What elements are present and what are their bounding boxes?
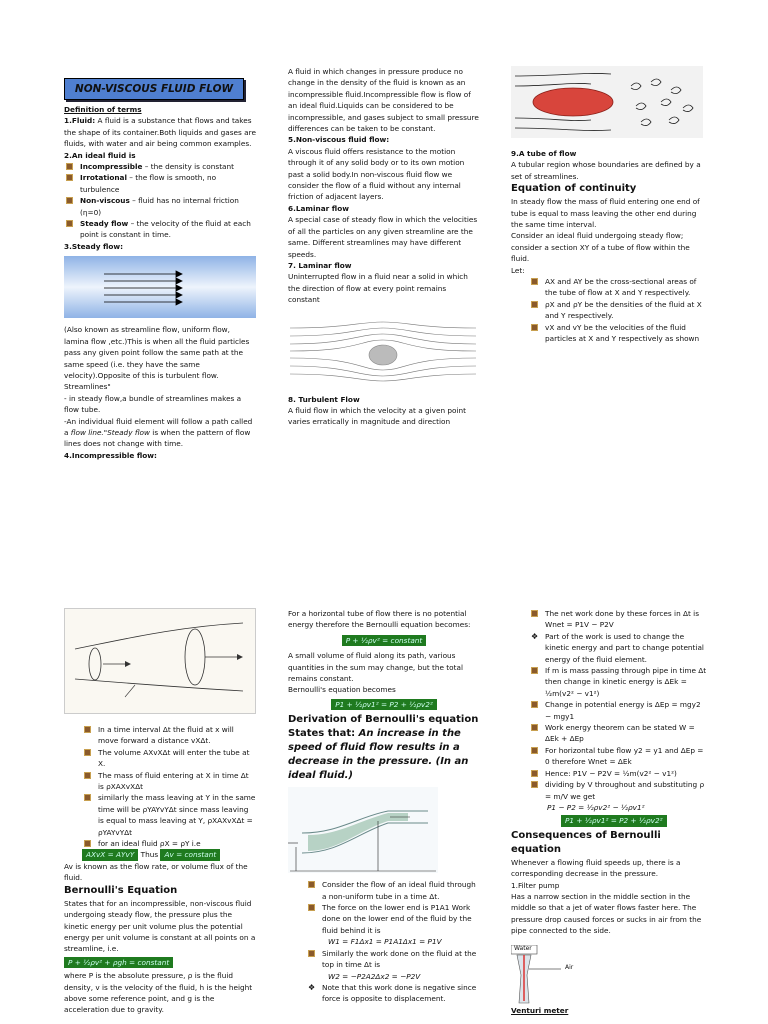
- turbulent-flow-label: 8. Turbulent Flow: [288, 394, 360, 404]
- consequences-heading: Consequences of Bernoulli equation: [511, 829, 661, 855]
- pressure-difference-equation: P1 − P2 = ½ρv2² − ½ρv1²: [547, 802, 645, 812]
- bullet-icon: [531, 747, 538, 754]
- steady-flow-text: (Also known as streamline flow, uniform flow, lamina flow ,etc.)This is when all the fluid particles pass any given point follow the same path at the same speed (i.e. they have the same velocity).Opposite of this is turbulent flow. Streamlines": [64, 325, 250, 392]
- ideal-fluid-label: 2.An ideal fluid is: [64, 150, 136, 160]
- laminar-flow-figure: [288, 320, 478, 384]
- column-3: [511, 66, 703, 345]
- list-item: for an ideal fluid ρX = ρY i.e: [82, 838, 256, 849]
- laminar-flow-2-label: 7. Laminar flow: [288, 260, 352, 270]
- bullet-icon: [84, 794, 91, 801]
- bullet-icon: [531, 724, 538, 731]
- laminar-flow-text: A special case of steady flow in which the velocities of all the particles on any given streamline are the same. Different streamlines may have different speeds.: [288, 215, 478, 259]
- filter-pump-text: Has a narrow section in the middle section in the middle so that a jet of water flows faster here. The pressure drop caused forces or sucks in air from the pipe connected to the side.: [511, 891, 702, 936]
- bullet-icon: [531, 770, 538, 777]
- definitions-heading: Definition of terms: [64, 105, 142, 114]
- diamond-bullet-icon: ❖: [308, 982, 316, 992]
- bullet-icon: [66, 220, 73, 227]
- continuity-derivation-list: [64, 724, 256, 849]
- column-1: [64, 78, 256, 461]
- tube-of-flow-text: A tubular region whose boundaries are defined by a set of streamlines.: [511, 160, 701, 181]
- filter-pump-label: 1.Filter pump: [511, 880, 560, 890]
- bernoulli-equation-line: [64, 957, 256, 968]
- column-5: [288, 608, 480, 1005]
- bernoulli-two-point-line: [288, 699, 480, 710]
- turbulent-flow-text: A fluid flow in which the velocity at a given point varies erratically in magnitude and direction: [288, 405, 467, 427]
- bullet-icon: [531, 781, 538, 788]
- flow-rate-text: Av is known as the flow rate, or volume flux of the fluid.: [64, 861, 248, 883]
- list-item: Work energy theorem can be stated W = ΔEk + ΔEp: [529, 722, 707, 745]
- list-item: The volume AXvXΔt will enter the tube at X.: [82, 747, 256, 770]
- continuity-text: In steady flow the mass of fluid entering one end of tube is equal to mass leaving the other end during the same time interval.: [511, 197, 700, 230]
- list-item: ❖ Part of the work is used to change the kinetic energy and part to change potential energy of the fluid element.: [531, 631, 704, 664]
- continuity-equation: AXvX = AYvY: [82, 849, 138, 860]
- diamond-bullet-icon: ❖: [531, 631, 539, 641]
- steady-flow-note-1: - in steady flow,a bundle of streamlines makes a flow tube.: [64, 393, 242, 415]
- work-equation-1: W1 = F1Δx1 = P1A1Δx1 = P1V: [328, 937, 442, 947]
- bullet-icon: [308, 881, 315, 888]
- derivation-list-2: [288, 948, 480, 971]
- tube-of-flow-label: 9.A tube of flow: [511, 149, 577, 158]
- water-label: Water: [514, 944, 532, 952]
- incompressible-text: A fluid in which changes in pressure produce no change in the density of the fluid is known as an incompressible fluid.Incompressible flow is flow of an ideal fluid.Liquids can be considered to be incompressible, and gases subject to small pressure differences can be taken to be constant.: [288, 67, 479, 134]
- list-item: In a time interval Δt the fluid at x will move forward a distance vXΔt.: [82, 724, 256, 747]
- bullet-icon: [531, 610, 538, 617]
- steady-flow-figure: [64, 256, 256, 318]
- steady-flow-label: 3.Steady flow:: [64, 241, 124, 251]
- page-title: NON-VISCOUS FLUID FLOW: [64, 78, 244, 100]
- bullet-icon: [84, 772, 91, 779]
- bernoulli-becomes: Bernoulli's equation becomes: [288, 685, 396, 695]
- flow-tube-figure: [64, 608, 256, 714]
- continuity-equation-line: AXvX = AYvY Thus Av = constant: [64, 849, 256, 860]
- bullet-icon: [66, 197, 73, 204]
- list-item: Steady flow – the velocity of the fluid at each point is constant in time.: [64, 218, 256, 241]
- list-item: Non-viscous – fluid has no internal friction (η=0): [64, 195, 256, 218]
- continuity-heading: Equation of continuity: [511, 183, 637, 195]
- nonuniform-tube-figure: [288, 787, 438, 873]
- bernoulli-equation: P + ½ρv² + ρgh = constant: [64, 957, 173, 968]
- list-item: For horizontal tube flow y2 = y1 and ΔEp = 0 therefore Wnet = ΔEk: [529, 745, 707, 768]
- final-bernoulli-equation: P1 + ½ρv1² = P2 + ½ρv2²: [561, 815, 667, 826]
- filter-pump-figure: [511, 945, 591, 1005]
- list-item: Change in potential energy is ΔEp = mgy2 − mgy1: [529, 699, 707, 722]
- list-item: The net work done by these forces in Δt is Wnet = P1V − P2V: [529, 608, 707, 631]
- non-viscous-label: 5.Non-viscous fluid flow:: [288, 135, 390, 145]
- incompressible-flow-label: 4.Incompressible flow:: [64, 450, 157, 460]
- bernoulli-text: States that for an incompressible, non-viscous fluid undergoing steady flow, the pressure plus the kinetic energy per unit volume plus the potential energy per unit volume is constant at all points on a streamline, i.e.: [64, 898, 256, 954]
- list-item: AX and AY be the cross-sectional areas of the tube of flow at X and Y respectively.: [529, 276, 703, 299]
- bullet-icon: [531, 324, 538, 331]
- list-item: similarly the mass leaving at Y in the same time will be ρYAYvYΔt since mass leaving is equal to mass leaving at Y, ρXAXvXΔt = ρYAYvYΔt: [82, 792, 256, 838]
- derivation-note: [288, 982, 480, 1005]
- list-item: ρX and ρY be the densities of the fluid at X and Y respectively.: [529, 299, 703, 322]
- bullet-icon: [84, 726, 91, 733]
- steady-flow-note-2: -An individual fluid element will follow a path called a flow line."Steady flow is when the pattern of flow lines does not change with time.: [64, 416, 253, 449]
- small-volume-text: A small volume of fluid along its path, various quantities in the sum may change, but the total remains constant.: [288, 651, 463, 684]
- column-2: [288, 66, 480, 428]
- bullet-icon: [308, 950, 315, 957]
- list-item: dividing by V throughout and substituting ρ = m/V we get: [529, 779, 707, 802]
- laminar-flow-label: 6.Laminar flow: [288, 203, 349, 213]
- energy-list: [511, 608, 707, 802]
- list-item: If m is mass passing through pipe in time Δt then change in kinetic energy is ΔEk = ½m(v2² − v1²): [529, 665, 707, 699]
- bullet-icon: [308, 904, 315, 911]
- derivation-list: [288, 879, 480, 936]
- list-item: vX and vY be the velocities of the fluid particles at X and Y respectively as shown: [529, 322, 703, 345]
- list-item: Similarly the work done on the fluid at the top in time Δt is: [306, 948, 480, 971]
- let-list: [511, 276, 703, 344]
- derivation-statement: States that: An increase in the speed of fluid flow results in a decrease in the pressure. (In an ideal fluid.): [288, 728, 469, 782]
- bullet-icon: [531, 701, 538, 708]
- bullet-icon: [66, 163, 73, 170]
- bullet-icon: [531, 301, 538, 308]
- bullet-icon: [531, 667, 538, 674]
- bullet-icon: [531, 278, 538, 285]
- let-label: Let:: [511, 265, 525, 275]
- column-4: [64, 608, 256, 1016]
- final-equation-line: [511, 815, 707, 826]
- bernoulli-two-point-equation: P1 + ½ρv1² = P2 + ½ρv2²: [331, 699, 437, 710]
- horizontal-equation: P + ½ρv² = constant: [342, 635, 427, 646]
- list-item: Consider the flow of an ideal fluid through a non-uniform tube in a time Δt.: [306, 879, 480, 902]
- venturi-meter-label: Venturi meter: [511, 1005, 569, 1015]
- list-item: Irrotational – the flow is smooth, no turbulence: [64, 172, 256, 195]
- list-item: The force on the lower end is P1A1 Work done on the lower end of the fluid by the fluid behind it is: [306, 902, 480, 936]
- turbulent-flow-figure: [511, 66, 703, 138]
- work-equation-2: W2 = −P2A2Δx2 = −P2V: [328, 971, 421, 981]
- horizontal-equation-line: [288, 635, 480, 646]
- ideal-fluid-list: [64, 161, 256, 241]
- horizontal-tube-text: For a horizontal tube of flow there is no potential energy therefore the Bernoulli equation becomes:: [288, 609, 471, 630]
- list-item: ❖ Note that this work done is negative since force is opposite to displacement.: [308, 982, 477, 1004]
- fluid-definition: 1.Fluid: A fluid is a substance that flows and takes the shape of its container.Both liquids and gases are fluids, with water and air being common examples.: [64, 116, 256, 149]
- laminar-flow-2-text: Uninterrupted flow in a fluid near a solid in which the direction of flow at every point remains constant: [288, 272, 468, 305]
- continuity-text-2: Consider an ideal fluid undergoing steady flow; consider a section XY of a tube of flow within the fluid.: [511, 231, 690, 264]
- bernoulli-where-text: where P is the absolute pressure, ρ is the fluid density, v is the velocity of the fluid, h is the height above some reference point, and g is the acceleration due to gravity.: [64, 971, 253, 1015]
- list-item: Incompressible – the density is constant: [64, 161, 256, 172]
- consequences-text: Whenever a flowing fluid speeds up, there is a corresponding decrease in the pressure.: [511, 857, 681, 879]
- flow-rate-equation: Av = constant: [160, 849, 220, 860]
- column-6: [511, 608, 707, 1016]
- derivation-heading: Derivation of Bernoulli's equation: [288, 714, 479, 726]
- air-label: Air: [565, 963, 574, 971]
- list-item: The mass of fluid entering at X in time Δt is ρXAXvXΔt: [82, 770, 256, 793]
- bullet-icon: [84, 749, 91, 756]
- bernoulli-heading: Bernoulli's Equation: [64, 884, 178, 896]
- bullet-icon: [84, 840, 91, 847]
- list-item: Hence: P1V − P2V = ½m(v2² − v1²): [529, 768, 707, 779]
- bullet-icon: [66, 174, 73, 181]
- non-viscous-text: A viscous fluid offers resistance to the motion through it of any solid body or to its own motion past a solid body.In non-viscous fluid flow we consider the flow of a fluid without any internal friction of adjacent layers.: [288, 146, 465, 202]
